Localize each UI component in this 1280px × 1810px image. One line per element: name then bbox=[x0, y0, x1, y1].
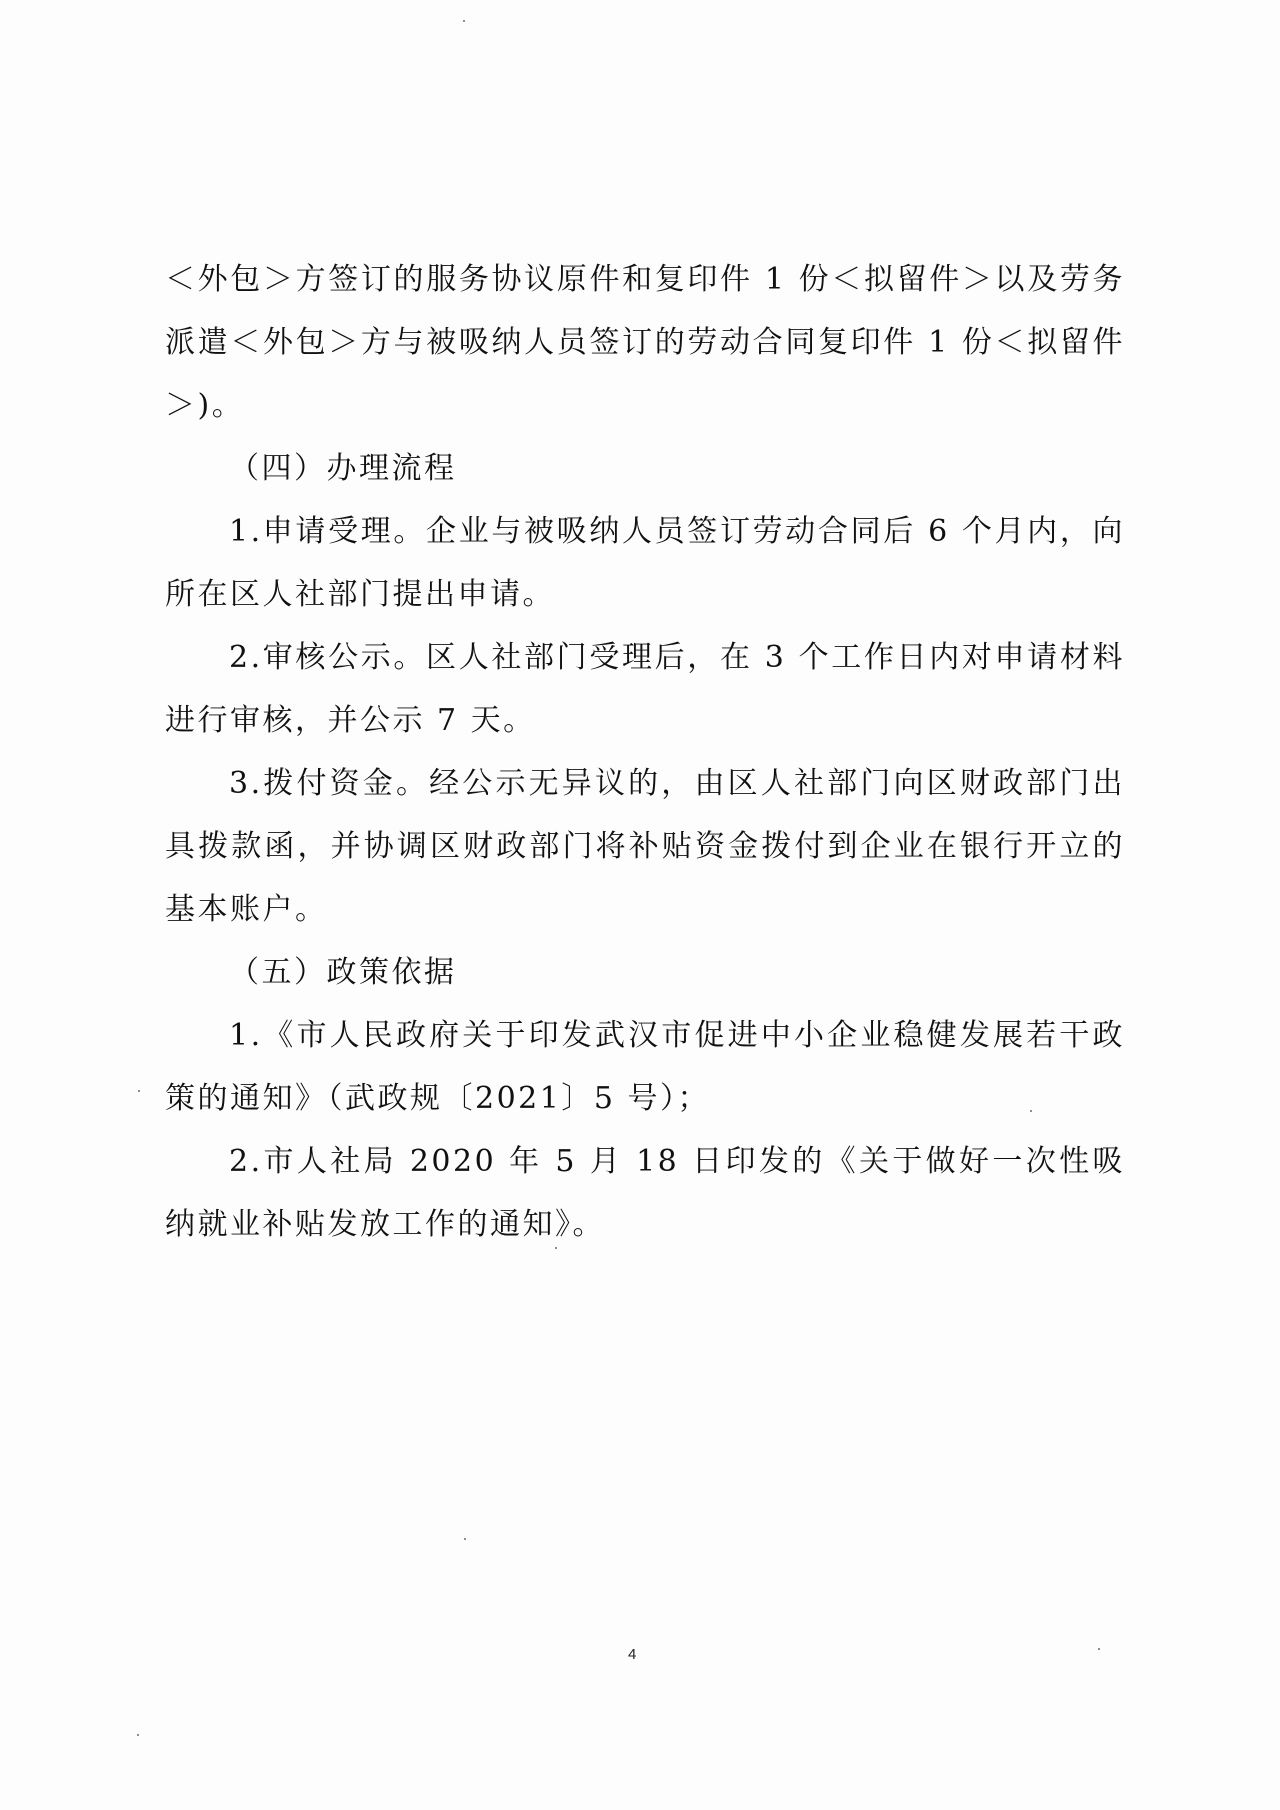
paragraph-review-publicity: 2.审核公示。区人社部门受理后，在 3 个工作日内对申请材料进行审核，并公示 7 天。 bbox=[165, 640, 1125, 738]
paragraph-application: 1.申请受理。企业与被吸纳人员签订劳动合同后 6 个月内，向所在区人社部门提出申请。 bbox=[165, 514, 1125, 612]
scan-speck bbox=[1098, 1648, 1100, 1650]
scan-speck bbox=[464, 1538, 466, 1540]
page-number: 4 bbox=[628, 1646, 637, 1663]
paragraph-policy-basis-2: 2.市人社局 2020 年 5 月 18 日印发的《关于做好一次性吸纳就业补贴发放工作的通知》。 bbox=[165, 1144, 1125, 1242]
paragraph-fund-allocation: 3.拨付资金。经公示无异议的，由区人社部门向区财政部门出具拨款函，并协调区财政部门将补贴资金拨付到企业在银行开立的基本账户。 bbox=[165, 766, 1125, 927]
scan-speck bbox=[1030, 1110, 1032, 1112]
paragraph-policy-basis-1: 1.《市人民政府关于印发武汉市促进中小企业稳健发展若干政策的通知》（武政规〔2021〕5 号）； bbox=[165, 1018, 1125, 1116]
document-body bbox=[165, 248, 1125, 1256]
section-heading-procedure: （四）办理流程 bbox=[229, 451, 457, 486]
paragraph-outsourcing-agreement: ＜外包＞方签订的服务协议原件和复印件 1 份＜拟留件＞以及劳务派遣＜外包＞方与被吸纳人员签订的劳动合同复印件 1 份＜拟留件＞)。 bbox=[165, 262, 1125, 423]
scan-speck bbox=[555, 1247, 557, 1249]
scan-speck bbox=[463, 20, 465, 22]
scan-speck bbox=[137, 1734, 139, 1736]
scan-speck bbox=[138, 1090, 140, 1092]
section-heading-policy-basis: （五）政策依据 bbox=[229, 955, 457, 990]
